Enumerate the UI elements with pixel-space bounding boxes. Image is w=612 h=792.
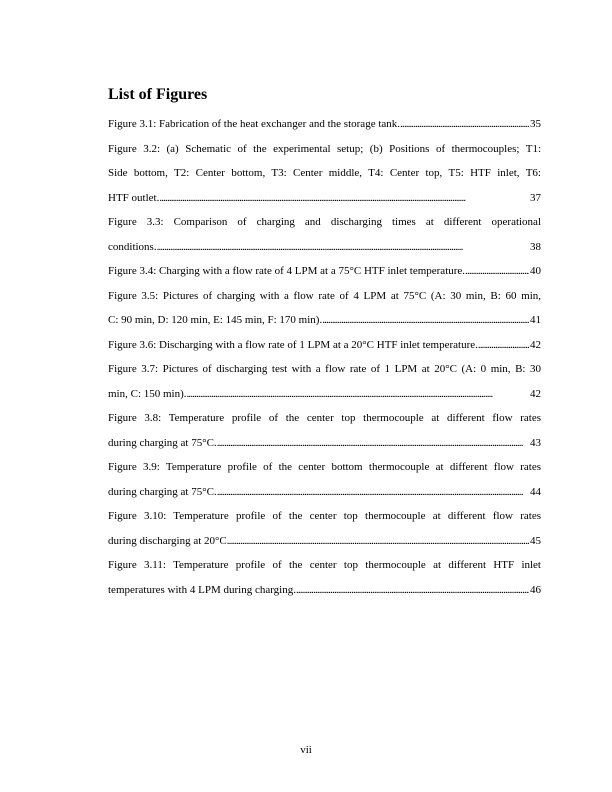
- page-number: vii: [300, 744, 312, 756]
- figure-entry[interactable]: [108, 137, 541, 211]
- figure-entry-line: [108, 504, 541, 529]
- dot-leader: [296, 578, 529, 603]
- figure-entry[interactable]: [108, 284, 541, 333]
- figure-page-number: 41: [530, 314, 541, 326]
- figure-entry-text: Figure 3.10: Temperature profile of the center top thermocouple at different flow rates: [108, 510, 541, 522]
- figure-entry-text: Figure 3.2: (a) Schematic of the experimental setup; (b) Positions of thermocouples; T1:: [108, 142, 541, 155]
- figure-entry[interactable]: [108, 504, 541, 553]
- dot-leader: [157, 235, 529, 260]
- figure-entry-line: [108, 431, 541, 456]
- figure-entry-text: during charging at 75°C.: [108, 485, 217, 498]
- figure-entry-text: Figure 3.6: Discharging with a flow rate of 1 LPM at a 20°C HTF inlet temperature.: [108, 338, 478, 351]
- figure-page-number: 37: [530, 191, 541, 204]
- figure-entry-line: [108, 455, 541, 480]
- figure-entry-line: [108, 112, 541, 137]
- figure-entry[interactable]: [108, 112, 541, 137]
- dot-leader: [159, 186, 529, 211]
- figure-entry-line: [108, 210, 541, 235]
- figure-entry-line: [108, 161, 541, 186]
- figure-entry[interactable]: [108, 259, 541, 284]
- figure-entry-text: min, C: 150 min).: [108, 387, 187, 400]
- figure-entry[interactable]: [108, 357, 541, 406]
- figure-entry-text: HTF outlet.: [108, 191, 160, 204]
- figure-entry-text: Figure 3.4: Charging with a flow rate of 4 LPM at a 75°C HTF inlet temperature.: [108, 265, 466, 277]
- figure-entry-line: [108, 186, 541, 211]
- figure-entry[interactable]: [108, 333, 541, 358]
- figure-entry-text: temperatures with 4 LPM during charging.: [108, 583, 296, 596]
- figure-entry-line: [108, 235, 541, 260]
- figure-entry-text: during discharging at 20°C: [108, 534, 227, 547]
- dot-leader: [187, 382, 529, 407]
- figure-page-number: 40: [530, 265, 541, 277]
- figure-entry-text: Figure 3.11: Temperature profile of the center top thermocouple at different HTF inlet: [108, 559, 541, 571]
- figure-entry-text: conditions.: [108, 240, 157, 253]
- figure-entry-text: Side bottom, T2: Center bottom, T3: Center middle, T4: Center top, T5: HTF inlet, T6:: [108, 167, 541, 179]
- figure-entry-line: [108, 333, 541, 358]
- figure-entry[interactable]: [108, 406, 541, 455]
- figure-entry[interactable]: [108, 210, 541, 259]
- figure-entry-line: [108, 480, 541, 505]
- figure-entry-line: [108, 578, 541, 603]
- figure-page-number: 44: [530, 485, 541, 498]
- figure-page-number: 46: [530, 583, 541, 596]
- dot-leader: [478, 333, 529, 358]
- figure-entry-text: Figure 3.5: Pictures of charging with a flow rate of 4 LPM at 75°C (A: 30 min, B: 60 min,: [108, 289, 541, 302]
- figure-entry-line: [108, 259, 541, 284]
- figure-page-number: 35: [530, 118, 541, 130]
- figure-entry[interactable]: [108, 455, 541, 504]
- figure-entry-line: [108, 406, 541, 431]
- list-of-figures-heading: List of Figures: [108, 86, 208, 103]
- figure-entry-text: Figure 3.3: Comparison of charging and discharging times at different operational: [108, 216, 541, 228]
- figure-entry-text: Figure 3.8: Temperature profile of the center top thermocouple at different flow rates: [108, 412, 541, 424]
- figure-page-number: 42: [530, 387, 541, 400]
- figure-entry[interactable]: [108, 553, 541, 602]
- figure-entry-text: C: 90 min, D: 120 min, E: 145 min, F: 170 min).: [108, 314, 323, 326]
- dot-leader: [217, 431, 529, 456]
- figure-entry-text: Figure 3.7: Pictures of discharging test with a flow rate of 1 LPM at 20°C (A: 0 min, B: 30: [108, 363, 541, 375]
- figure-entry-text: Figure 3.1: Fabrication of the heat exchanger and the storage tank.: [108, 118, 401, 130]
- dot-leader: [465, 259, 529, 284]
- dot-leader: [400, 112, 529, 137]
- figure-entry-line: [108, 137, 541, 162]
- figure-entry-line: [108, 529, 541, 554]
- figure-entry-line: [108, 382, 541, 407]
- figure-entry-text: Figure 3.9: Temperature profile of the center bottom thermocouple at different flow rates: [108, 461, 541, 473]
- figure-entry-line: [108, 308, 541, 333]
- figure-page-number: 42: [530, 338, 541, 351]
- figure-entry-line: [108, 284, 541, 309]
- figure-list: [108, 112, 541, 602]
- figure-page-number: 43: [530, 436, 541, 449]
- dot-leader: [322, 308, 529, 333]
- figure-page-number: 45: [530, 534, 541, 547]
- figure-page-number: 38: [530, 240, 541, 253]
- figure-entry-line: [108, 357, 541, 382]
- figure-entry-line: [108, 553, 541, 578]
- figure-entry-text: during charging at 75°C.: [108, 436, 217, 449]
- dot-leader: [217, 480, 529, 505]
- dot-leader: [227, 529, 529, 554]
